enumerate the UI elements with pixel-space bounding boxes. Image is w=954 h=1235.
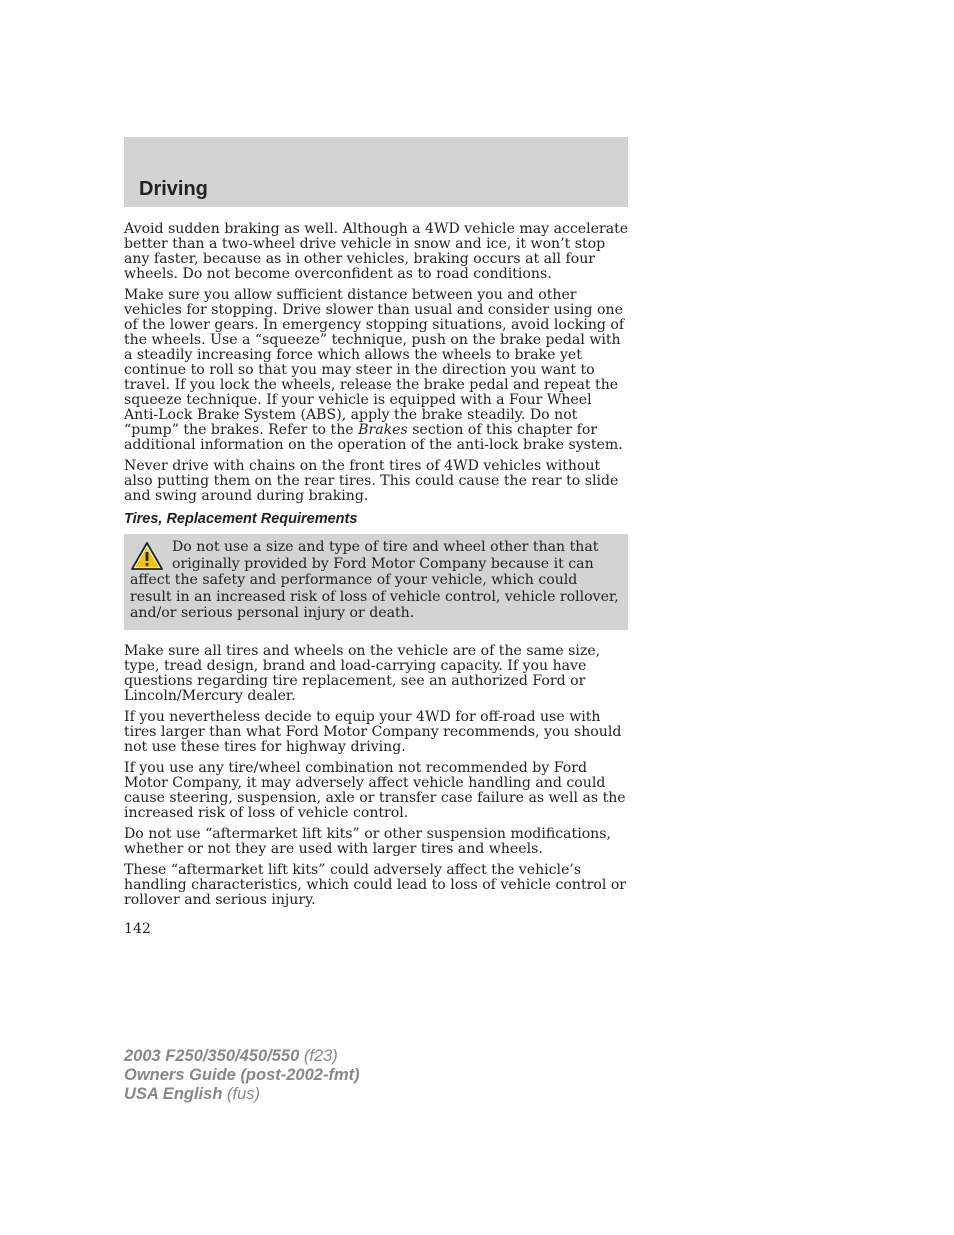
paragraph-chains: Never drive with chains on the front tires of 4WD vehicles without also putting them on the rear tires. This could cause the rear to slide and swing around during braking. <box>124 458 619 504</box>
warning-triangle-icon <box>130 541 164 571</box>
paragraph-stopping-distance: Make sure you allow sufficient distance between you and other vehicles for stopping. Drive slower than usual and consider using one of the lower gears. In emergency stopping situations, avoid locking of the wheels. Use a “squeeze” technique, push on the brake pedal with a steadily increasing force which allows the wheels to brake yet continue to roll so that you may steer in the direction you want to travel. If you lock the wheels, release the brake pedal and repeat the squeeze technique. If your vehicle is equipped with a Four Wheel Anti-Lock Brake System (ABS), apply the brake steadily. Do not “pump” the brakes. Refer to the Brakes section of this chapter for additional information on the operation of the anti-lock brake system. <box>124 287 625 453</box>
paragraph-combination: If you use any tire/wheel combination not recommended by Ford Motor Company, it may adversely affect vehicle handling and could cause steering, suspension, axle or transfer case failure as well as the increased risk of loss of vehicle control. <box>124 759 626 821</box>
section-title: Driving <box>139 178 208 200</box>
section-header-band <box>124 137 628 207</box>
brakes-reference: Brakes <box>358 422 408 438</box>
paragraph-same-size: Make sure all tires and wheels on the vehicle are of the same size, type, tread design, brand and load-carrying capacity. If you have questions regarding tire replacement, see an authorized Ford or Lincoln/Mercury dealer. <box>124 642 601 704</box>
page-number: 142 <box>124 920 151 937</box>
page-content <box>124 222 630 937</box>
paragraph-lift-kits-effects: These “aftermarket lift kits” could adversely affect the vehicle’s handling characteristics, which could lead to loss of vehicle control or rollover and serious injury. <box>124 861 627 908</box>
paragraph-sudden-braking: Avoid sudden braking as well. Although a 4WD vehicle may accelerate better than a two-wheel drive vehicle in snow and ice, it won’t stop any faster, because as in other vehicles, braking occurs at all four wheels. Do not become overconfident as to road conditions. <box>124 221 629 282</box>
warning-text: Do not use a size and type of tire and wheel other than that originally provided by Ford Motor Company because it can affect the safety and performance of your vehicle, which could result in an increased risk of loss of vehicle control, vehicle rollover, and/or serious personal injury or death. <box>130 539 619 621</box>
document-footer <box>124 1047 360 1104</box>
paragraph-offroad: If you nevertheless decide to equip your 4WD for off-road use with tires larger than what Ford Motor Company recommends, you should not use these tires for highway driving. <box>124 708 622 755</box>
warning-box <box>124 534 628 630</box>
paragraph-lift-kits: Do not use “aftermarket lift kits” or other suspension modifications, whether or not they are used with larger tires and wheels. <box>124 825 611 857</box>
footer-line-1: 2003 F250/350/450/550 (f23) <box>124 1047 338 1065</box>
footer-line-3: USA English (fus) <box>124 1085 260 1103</box>
footer-line-2: Owners Guide (post-2002-fmt) <box>124 1066 360 1084</box>
subheading-tires: Tires, Replacement Requirements <box>124 511 358 527</box>
